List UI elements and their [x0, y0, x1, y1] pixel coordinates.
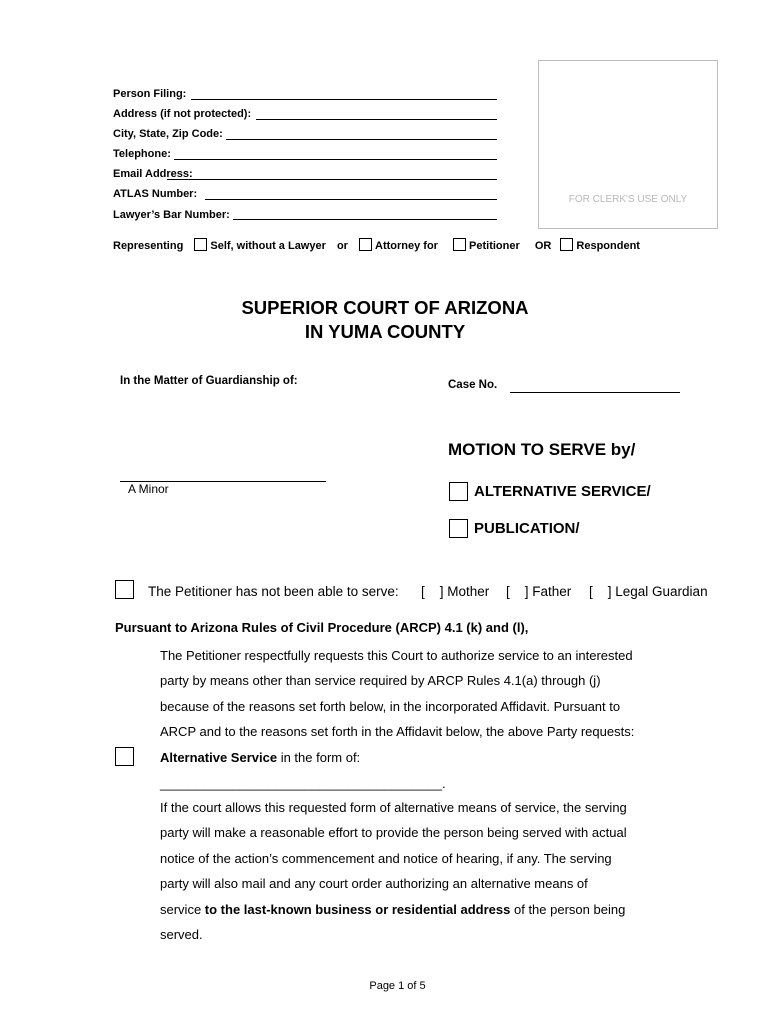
address-label: Address (if not protected): — [113, 108, 252, 120]
minor-label: A Minor — [128, 482, 169, 496]
paragraph-line: If the court allows this requested form of alternative means of service, the serving — [160, 800, 627, 815]
service-suffix: of the person being — [510, 901, 626, 917]
case-no-label: Case No. — [448, 379, 498, 391]
mother-option[interactable]: [ ] Mother — [421, 584, 490, 599]
alternative-service-bold: Alternative Service — [160, 750, 278, 765]
service-bold: to the last-known business or residential address — [204, 901, 511, 917]
court-title-line1: SUPERIOR COURT OF ARIZONA — [241, 297, 529, 318]
person-filing-field[interactable] — [191, 99, 497, 100]
pursuant-heading: Pursuant to Arizona Rules of Civil Procedure (ARCP) 4.1 (k) and (l), — [115, 620, 529, 635]
self-checkbox[interactable] — [194, 238, 207, 251]
atlas-number-label: ATLAS Number: — [113, 188, 198, 200]
bar-number-field[interactable] — [233, 219, 497, 220]
alternative-service-option: ALTERNATIVE SERVICE/ — [474, 483, 651, 500]
clerk-use-label: FOR CLERK'S USE ONLY — [568, 194, 688, 205]
publication-checkbox[interactable] — [449, 519, 468, 538]
respondent-label: Respondent — [576, 240, 640, 252]
paragraph-line: notice of the action’s commencement and notice of hearing, if any. The serving — [160, 850, 612, 866]
service-prefix: service — [160, 901, 205, 917]
representing-label: Representing — [113, 240, 184, 252]
self-label: Self, without a Lawyer — [210, 240, 326, 252]
telephone-label: Telephone: — [113, 148, 171, 160]
petitioner-label: Petitioner — [469, 240, 520, 252]
legal-guardian-option[interactable]: [ ] Legal Guardian — [589, 584, 708, 599]
paragraph-line: party will also mail and any court order authorizing an alternative means of — [160, 876, 588, 892]
allowance-paragraph — [160, 795, 688, 947]
paragraph-line: served. — [160, 927, 203, 943]
or-upper-label: OR — [534, 240, 552, 252]
matter-label: In the Matter of Guardianship of: — [120, 375, 298, 387]
paragraph-line: ARCP and to the reasons set forth in the Affidavit below, the above Party requests: — [160, 724, 635, 740]
alternative-service-form-checkbox[interactable] — [115, 747, 134, 766]
paragraph-line: because of the reasons set forth below, in the incorporated Affidavit. Pursuant to — [160, 698, 621, 714]
address-field[interactable] — [256, 119, 497, 120]
clerk-use-box — [538, 60, 718, 229]
page-number: Page 1 of 5 — [369, 980, 426, 992]
or-label: or — [336, 240, 348, 252]
publication-option: PUBLICATION/ — [474, 520, 580, 537]
paragraph-line: party will make a reasonable effort to provide the person being served with actual — [160, 825, 627, 841]
person-filing-label: Person Filing: — [113, 88, 187, 100]
alternative-service-checkbox[interactable] — [449, 482, 468, 501]
city-state-zip-field[interactable] — [226, 139, 497, 140]
case-no-field[interactable] — [510, 392, 680, 393]
request-paragraph — [160, 643, 688, 745]
atlas-number-field[interactable] — [205, 199, 497, 200]
telephone-field[interactable] — [174, 159, 497, 160]
unable-to-serve-text: The Petitioner has not been able to serve: — [148, 584, 399, 599]
email-address-label: Email Address: — [113, 168, 193, 180]
paragraph-line: party by means other than service required by ARCP Rules 4.1(a) through (j) — [160, 673, 601, 689]
unable-to-serve-checkbox[interactable] — [115, 580, 134, 599]
city-state-zip-label: City, State, Zip Code: — [113, 128, 223, 140]
respondent-checkbox[interactable] — [560, 238, 573, 251]
email-address-field[interactable] — [167, 179, 497, 180]
attorney-checkbox[interactable] — [359, 238, 372, 251]
alternative-service-rest: in the form of: — [277, 750, 361, 765]
motion-title: MOTION TO SERVE by/ — [448, 440, 636, 459]
petitioner-checkbox[interactable] — [453, 238, 466, 251]
alternative-service-line — [160, 745, 688, 770]
attorney-label: Attorney for — [375, 240, 438, 252]
representing-row — [113, 238, 640, 252]
court-title-line2: IN YUMA COUNTY — [304, 321, 466, 342]
blank-line: _______________________________________. — [160, 776, 446, 791]
alternative-service-blank[interactable] — [160, 771, 688, 796]
father-option[interactable]: [ ] Father — [506, 584, 572, 599]
bar-number-label: Lawyer’s Bar Number: — [113, 209, 230, 221]
paragraph-line: The Petitioner respectfully requests this Court to authorize service to an interested — [160, 648, 633, 663]
